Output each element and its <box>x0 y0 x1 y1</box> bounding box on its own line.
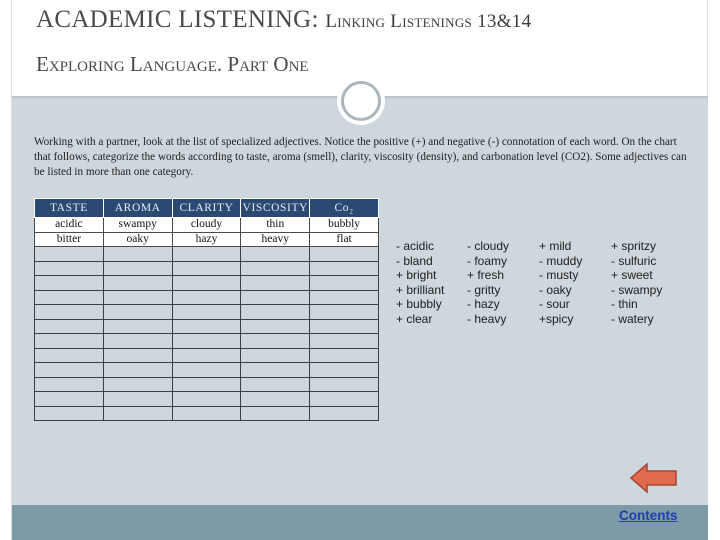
table-cell[interactable]: thin <box>241 218 310 233</box>
empty-table-cell[interactable] <box>172 377 241 392</box>
chart-header-row <box>35 199 379 218</box>
slide-title <box>36 6 531 34</box>
empty-table-cell[interactable] <box>310 363 379 378</box>
title-sub: Linking Listenings 13&14 <box>325 11 532 32</box>
word-item: - heavy <box>467 311 507 326</box>
word-item: + mild <box>539 239 572 253</box>
table-cell[interactable]: bubbly <box>310 218 379 233</box>
empty-table-cell[interactable] <box>172 305 241 320</box>
empty-table-cell[interactable] <box>310 392 379 407</box>
word-list-4 <box>611 239 662 326</box>
empty-table-cell[interactable] <box>241 261 310 276</box>
word-item: + fresh <box>467 268 505 282</box>
word-item: - hazy <box>467 297 500 311</box>
word-list-2 <box>467 239 509 326</box>
footer-bar <box>12 505 708 540</box>
empty-table-cell[interactable] <box>241 392 310 407</box>
empty-table-cell[interactable] <box>310 334 379 349</box>
table-cell[interactable]: oaky <box>103 232 172 247</box>
contents-link[interactable]: Contents <box>619 508 678 523</box>
empty-table-cell[interactable] <box>241 276 310 291</box>
empty-table-cell[interactable] <box>310 348 379 363</box>
table-cell[interactable]: hazy <box>172 232 241 247</box>
empty-table-cell[interactable] <box>35 276 104 291</box>
empty-table-cell[interactable] <box>172 406 241 421</box>
empty-table-cell[interactable] <box>172 348 241 363</box>
word-item: - gritty <box>467 282 501 297</box>
table-row <box>35 363 379 378</box>
table-row <box>35 261 379 276</box>
empty-table-cell[interactable] <box>35 406 104 421</box>
word-item: + bubbly <box>396 297 442 311</box>
empty-table-cell[interactable] <box>103 276 172 291</box>
empty-table-cell[interactable] <box>241 247 310 262</box>
word-list-3 <box>539 239 582 326</box>
slide-subtitle: Exploring Language. Part One <box>36 52 309 76</box>
header-co2: Co₂ <box>310 199 379 218</box>
empty-table-cell[interactable] <box>103 406 172 421</box>
table-row <box>35 290 379 305</box>
header-viscosity: VISCOSITY <box>241 199 310 218</box>
word-item: + bright <box>396 268 437 282</box>
word-item: - musty <box>539 268 579 282</box>
empty-table-cell[interactable] <box>241 305 310 320</box>
table-row <box>35 348 379 363</box>
empty-table-cell[interactable] <box>103 290 172 305</box>
table-row <box>35 377 379 392</box>
empty-table-cell[interactable] <box>241 363 310 378</box>
empty-table-cell[interactable] <box>103 377 172 392</box>
header-taste: TASTE <box>35 199 104 218</box>
word-item: - sour <box>539 297 570 311</box>
word-item: - oaky <box>539 282 572 297</box>
word-item: +spicy <box>539 311 574 326</box>
empty-table-cell[interactable] <box>310 276 379 291</box>
word-list-1 <box>396 239 444 326</box>
empty-table-cell[interactable] <box>310 406 379 421</box>
empty-table-cell[interactable] <box>103 305 172 320</box>
word-item: - muddy <box>539 253 583 268</box>
empty-table-cell[interactable] <box>103 363 172 378</box>
empty-table-cell[interactable] <box>241 290 310 305</box>
empty-table-cell[interactable] <box>241 334 310 349</box>
left-arrow-icon[interactable] <box>629 462 679 494</box>
word-item: - foamy <box>467 253 508 268</box>
empty-table-cell[interactable] <box>35 290 104 305</box>
word-item: - watery <box>611 311 654 326</box>
table-row <box>35 406 379 421</box>
empty-table-cell[interactable] <box>172 290 241 305</box>
word-item: - bland <box>396 253 433 268</box>
word-item: - thin <box>611 297 638 311</box>
word-item: - sulfuric <box>611 253 657 268</box>
empty-table-cell[interactable] <box>103 348 172 363</box>
empty-table-cell[interactable] <box>103 319 172 334</box>
word-item: - cloudy <box>467 239 510 253</box>
category-table <box>34 198 379 421</box>
header-aroma: AROMA <box>103 199 172 218</box>
table-cell[interactable]: acidic <box>35 218 104 233</box>
empty-table-cell[interactable] <box>103 392 172 407</box>
circle-ornament-icon <box>341 81 381 121</box>
empty-table-cell[interactable] <box>35 334 104 349</box>
category-chart <box>34 198 379 443</box>
word-item: - acidic <box>396 239 435 253</box>
table-cell[interactable]: flat <box>310 232 379 247</box>
empty-table-cell[interactable] <box>35 319 104 334</box>
word-item: - swampy <box>611 282 663 297</box>
empty-table-cell[interactable] <box>35 247 104 262</box>
instructions-text: Working with a partner, look at the list of specialized adjectives. Notice the positive (+) and negative (-) connotation of each word. On the chart that follows, categorize the words according to taste, aroma (smell), clarity, viscosity (density), and carbonation level (CO2). Some adjectives can be listed in more than one category. <box>34 136 687 178</box>
empty-table-cell[interactable] <box>310 377 379 392</box>
empty-table-cell[interactable] <box>35 377 104 392</box>
empty-table-cell[interactable] <box>172 363 241 378</box>
word-item: + clear <box>396 311 433 326</box>
word-item: + spritzy <box>611 239 657 253</box>
empty-table-cell[interactable] <box>310 290 379 305</box>
empty-table-cell[interactable] <box>310 305 379 320</box>
empty-table-cell[interactable] <box>172 261 241 276</box>
empty-table-cell[interactable] <box>241 406 310 421</box>
word-item: + brilliant <box>396 282 445 297</box>
table-row <box>35 247 379 262</box>
table-row <box>35 305 379 320</box>
empty-table-cell[interactable] <box>172 334 241 349</box>
table-row <box>35 232 379 247</box>
empty-table-cell[interactable] <box>310 261 379 276</box>
empty-table-cell[interactable] <box>103 247 172 262</box>
empty-table-cell[interactable] <box>35 392 104 407</box>
empty-table-cell[interactable] <box>241 319 310 334</box>
empty-table-cell[interactable] <box>35 363 104 378</box>
title-main: ACADEMIC LISTENING: <box>36 6 326 33</box>
word-item: + sweet <box>611 268 653 282</box>
empty-table-cell[interactable] <box>103 261 172 276</box>
empty-table-cell[interactable] <box>172 392 241 407</box>
empty-table-cell[interactable] <box>103 334 172 349</box>
empty-table-cell[interactable] <box>310 319 379 334</box>
table-cell[interactable]: heavy <box>241 232 310 247</box>
table-row <box>35 392 379 407</box>
empty-table-cell[interactable] <box>172 247 241 262</box>
empty-table-cell[interactable] <box>35 305 104 320</box>
table-row <box>35 334 379 349</box>
empty-table-cell[interactable] <box>35 261 104 276</box>
table-cell[interactable]: cloudy <box>172 218 241 233</box>
table-row <box>35 276 379 291</box>
empty-table-cell[interactable] <box>310 247 379 262</box>
empty-table-cell[interactable] <box>172 276 241 291</box>
table-cell[interactable]: bitter <box>35 232 104 247</box>
empty-table-cell[interactable] <box>172 319 241 334</box>
table-cell[interactable]: swampy <box>103 218 172 233</box>
table-row <box>35 218 379 233</box>
table-row <box>35 319 379 334</box>
empty-table-cell[interactable] <box>35 348 104 363</box>
header-clarity: CLARITY <box>172 199 241 218</box>
empty-table-cell[interactable] <box>241 377 310 392</box>
empty-table-cell[interactable] <box>241 348 310 363</box>
